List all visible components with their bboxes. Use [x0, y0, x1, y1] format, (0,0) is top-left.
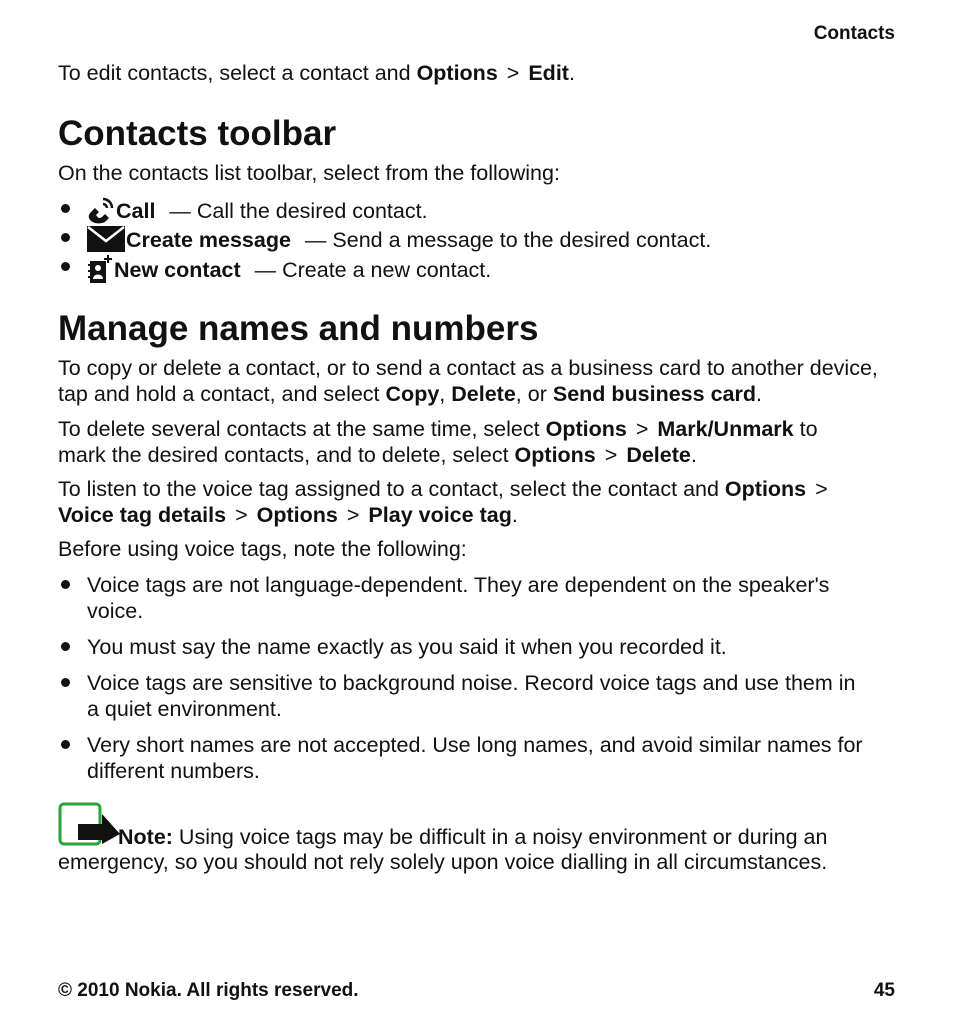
para-copy-delete-line1: To copy or delete a contact, or to send a contact as a business card to another device,: [58, 356, 878, 380]
bullet-dot: [61, 580, 70, 589]
menu-separator: >: [235, 503, 248, 527]
new-contact-icon: [86, 254, 114, 284]
list-item-cont: different numbers.: [87, 759, 260, 783]
bullet-dot: [61, 233, 70, 242]
para-delete-several-line2: [58, 442, 697, 468]
intro-line: [58, 60, 575, 86]
menu-options: Options: [416, 61, 498, 85]
list-item: Voice tags are sensitive to background noise. Record voice tags and use them in: [87, 671, 856, 695]
menu-send-business-card: Send business card: [552, 382, 756, 406]
menu-separator: >: [506, 61, 520, 85]
menu-options: Options: [545, 417, 627, 441]
toolbar-lead: On the contacts list toolbar, select from the following:: [58, 161, 560, 185]
para-text: mark the desired contacts, and to delete, select: [58, 443, 509, 467]
toolbar-item-call: [86, 196, 428, 224]
toolbar-item-desc: — Create a new contact.: [254, 258, 492, 282]
para-text: , or: [515, 382, 547, 406]
bullet-dot: [61, 642, 70, 651]
menu-separator: >: [815, 477, 828, 501]
envelope-icon: [86, 225, 126, 253]
menu-delete: Delete: [451, 382, 516, 406]
menu-separator: >: [635, 417, 649, 441]
menu-mark-unmark: Mark/Unmark: [657, 417, 794, 441]
toolbar-item-label: Create message: [126, 228, 291, 252]
para-before-voice-tags: Before using voice tags, note the following:: [58, 537, 467, 561]
para-copy-delete-line2: [58, 381, 762, 407]
page-number: 45: [873, 980, 895, 1001]
bullet-dot: [61, 678, 70, 687]
list-item: You must say the name exactly as you said it when you recorded it.: [87, 635, 727, 659]
menu-separator: >: [346, 503, 360, 527]
para-text: to: [799, 417, 818, 441]
para-text: tap and hold a contact, and select: [58, 382, 380, 406]
list-item: Very short names are not accepted. Use long names, and avoid similar names for: [87, 733, 863, 757]
menu-options: Options: [724, 477, 807, 501]
footer-copyright: © 2010 Nokia. All rights reserved.: [58, 980, 359, 1001]
intro-text: To edit contacts, select a contact and: [58, 61, 411, 85]
punct: .: [568, 61, 575, 85]
para-voice-tag-line2: [58, 502, 518, 528]
punct: .: [690, 443, 697, 467]
punct: .: [511, 503, 518, 527]
phone-handset-icon: [86, 196, 116, 224]
toolbar-item-desc: — Call the desired contact.: [169, 199, 428, 223]
toolbar-item-new-contact: [86, 254, 491, 284]
punct: .: [756, 382, 762, 406]
note-text: Using voice tags may be difficult in a noisy environment or during an: [172, 825, 828, 849]
para-voice-tag-line1: [58, 476, 837, 502]
toolbar-item-create-message: [86, 225, 711, 253]
list-item-cont: a quiet environment.: [87, 697, 282, 721]
menu-copy: Copy: [385, 382, 440, 406]
menu-options: Options: [256, 503, 338, 527]
menu-play-voice-tag: Play voice tag: [368, 503, 512, 527]
list-item: Voice tags are not language-dependent. They are dependent on the speaker's: [87, 573, 830, 597]
para-text: To delete several contacts at the same time, select: [58, 417, 540, 441]
running-header: Contacts: [813, 23, 895, 44]
section-title-contacts-toolbar: Contacts toolbar: [58, 114, 337, 153]
menu-voice-tag-details: Voice tag details: [58, 503, 227, 527]
bullet-dot: [61, 262, 70, 271]
toolbar-item-label: New contact: [114, 258, 241, 282]
list-item-cont: voice.: [87, 599, 144, 623]
toolbar-item-desc: — Send a message to the desired contact.: [304, 228, 712, 252]
note-line1: [118, 824, 827, 850]
menu-options: Options: [514, 443, 596, 467]
note-label: Note:: [118, 825, 173, 849]
toolbar-item-label: Call: [116, 199, 156, 223]
note-line2: emergency, so you should not rely solely upon voice dialling in all circumstances.: [58, 850, 828, 874]
section-title-manage-names: Manage names and numbers: [58, 309, 539, 348]
para-delete-several-line1: [58, 416, 818, 442]
menu-separator: >: [604, 443, 618, 467]
menu-delete: Delete: [626, 443, 691, 467]
bullet-dot: [61, 204, 70, 213]
para-text: To listen to the voice tag assigned to a contact, select the contact and: [58, 477, 719, 501]
note-icon: [58, 802, 122, 846]
bullet-dot: [61, 740, 70, 749]
menu-edit: Edit: [528, 61, 569, 85]
punct: ,: [439, 382, 446, 406]
